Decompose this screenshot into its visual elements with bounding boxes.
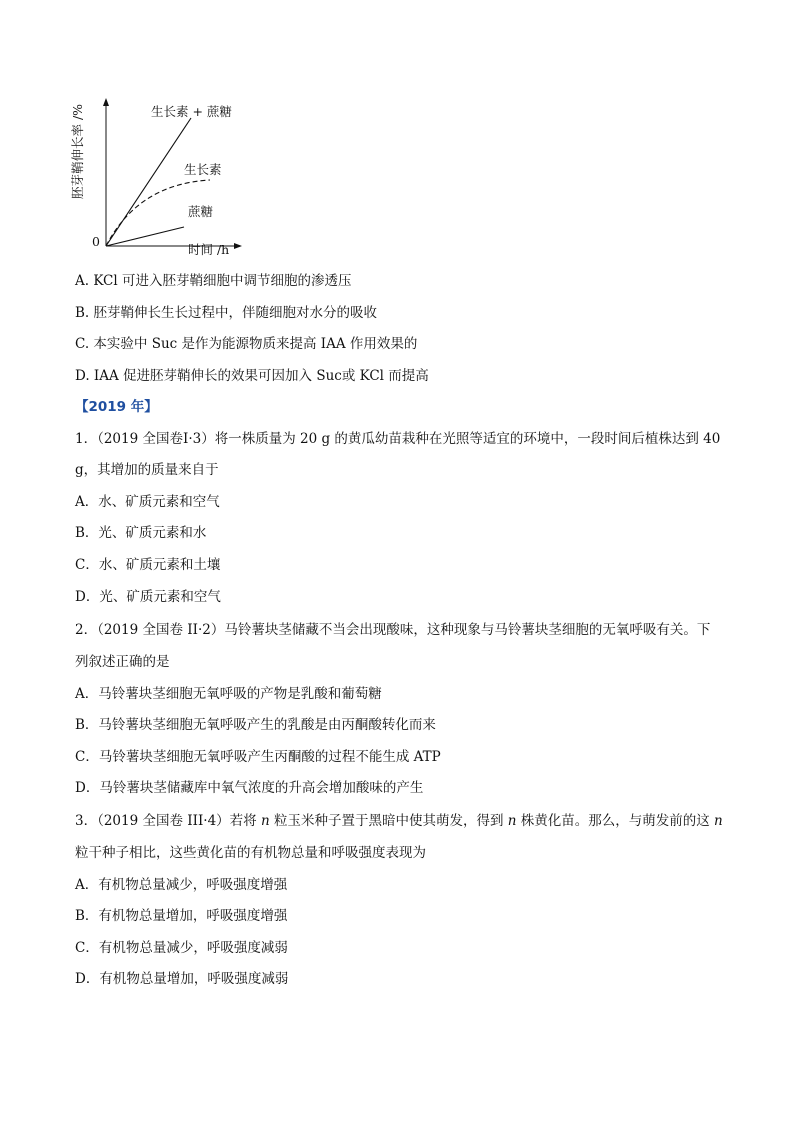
series-label-auxin-sucrose: 生长素 + 蔗糖 (151, 104, 232, 119)
q3-var-n: n (507, 813, 517, 829)
section-heading-2019: 【2019 年】 (75, 399, 158, 415)
x-axis-label: 时间 /h (188, 242, 230, 257)
q3-option-d: D．有机物总量增加，呼吸强度减弱 (75, 971, 289, 987)
q1-stem-line1: 1．（2019 全国卷Ⅰ·3）将一株质量为 20 g 的黄瓜幼苗栽种在光照等适宜的环境中，一段时间后植株达到 40 (75, 431, 721, 447)
q3-var-n: n (714, 813, 723, 829)
q3-stem-part-a: 3．（2019 全国卷 III·4）若将 (75, 813, 261, 829)
series-line-auxin-sucrose (106, 118, 191, 246)
q3-stem-line2: 粒干种子相比，这些黄化苗的有机物总量和呼吸强度表现为 (75, 845, 426, 861)
q3-stem-line1 (75, 811, 723, 831)
q3-var-n: n (260, 813, 270, 829)
q2-option-c: C．马铃薯块茎细胞无氧呼吸产生丙酮酸的过程不能生成 ATP (75, 749, 441, 765)
growth-figure (70, 96, 278, 266)
q1-option-a: A．水、矿质元素和空气 (75, 494, 220, 510)
q1-option-b: B．光、矿质元素和水 (75, 525, 207, 541)
q3-stem-part-c: 株黄化苗。那么，与萌发前的这 (516, 813, 715, 829)
x-axis-arrow (234, 243, 242, 249)
q2-option-d: D．马铃薯块茎储藏库中氧气浓度的升高会增加酸味的产生 (75, 780, 424, 796)
figure-plot (78, 96, 278, 266)
q2-stem-line2: 列叙述正确的是 (75, 654, 170, 670)
series-label-auxin: 生长素 (184, 162, 222, 177)
y-axis-label: 胚芽鞘伸长率 /% (70, 103, 85, 199)
q1-option-c: C．水、矿质元素和土壤 (75, 557, 221, 573)
y-axis-arrow (103, 98, 109, 106)
q3-option-a: A．有机物总量减少，呼吸强度增强 (75, 877, 288, 893)
prev-option-a: A. KCl 可进入胚芽鞘细胞中调节细胞的渗透压 (75, 273, 352, 289)
prev-option-b: B. 胚芽鞘伸长生长过程中，伴随细胞对水分的吸收 (75, 305, 378, 321)
q3-stem-part-b: 粒玉米种子置于黑暗中使其萌发，得到 (269, 813, 508, 829)
q3-option-b: B．有机物总量增加，呼吸强度增强 (75, 908, 288, 924)
series-line-sucrose (106, 227, 184, 246)
q2-option-a: A．马铃薯块茎细胞无氧呼吸的产物是乳酸和葡萄糖 (75, 686, 382, 702)
prev-option-c: C. 本实验中 Suc 是作为能源物质来提高 IAA 作用效果的 (75, 336, 418, 352)
q3-option-c: C．有机物总量减少，呼吸强度减弱 (75, 940, 288, 956)
origin-label: 0 (92, 234, 100, 249)
series-label-sucrose: 蔗糖 (188, 204, 214, 219)
q1-option-d: D．光、矿质元素和空气 (75, 589, 221, 605)
q2-option-b: B．马铃薯块茎细胞无氧呼吸产生的乳酸是由丙酮酸转化而来 (75, 717, 436, 733)
q2-stem-line1: 2．（2019 全国卷 II·2）马铃薯块茎储藏不当会出现酸味，这种现象与马铃薯块茎细胞的无氧呼吸有关。下 (75, 622, 711, 638)
q1-stem-line2: g，其增加的质量来自于 (75, 462, 219, 478)
prev-option-d: D. IAA 促进胚芽鞘伸长的效果可因加入 Suc或 KCl 而提高 (75, 368, 429, 384)
